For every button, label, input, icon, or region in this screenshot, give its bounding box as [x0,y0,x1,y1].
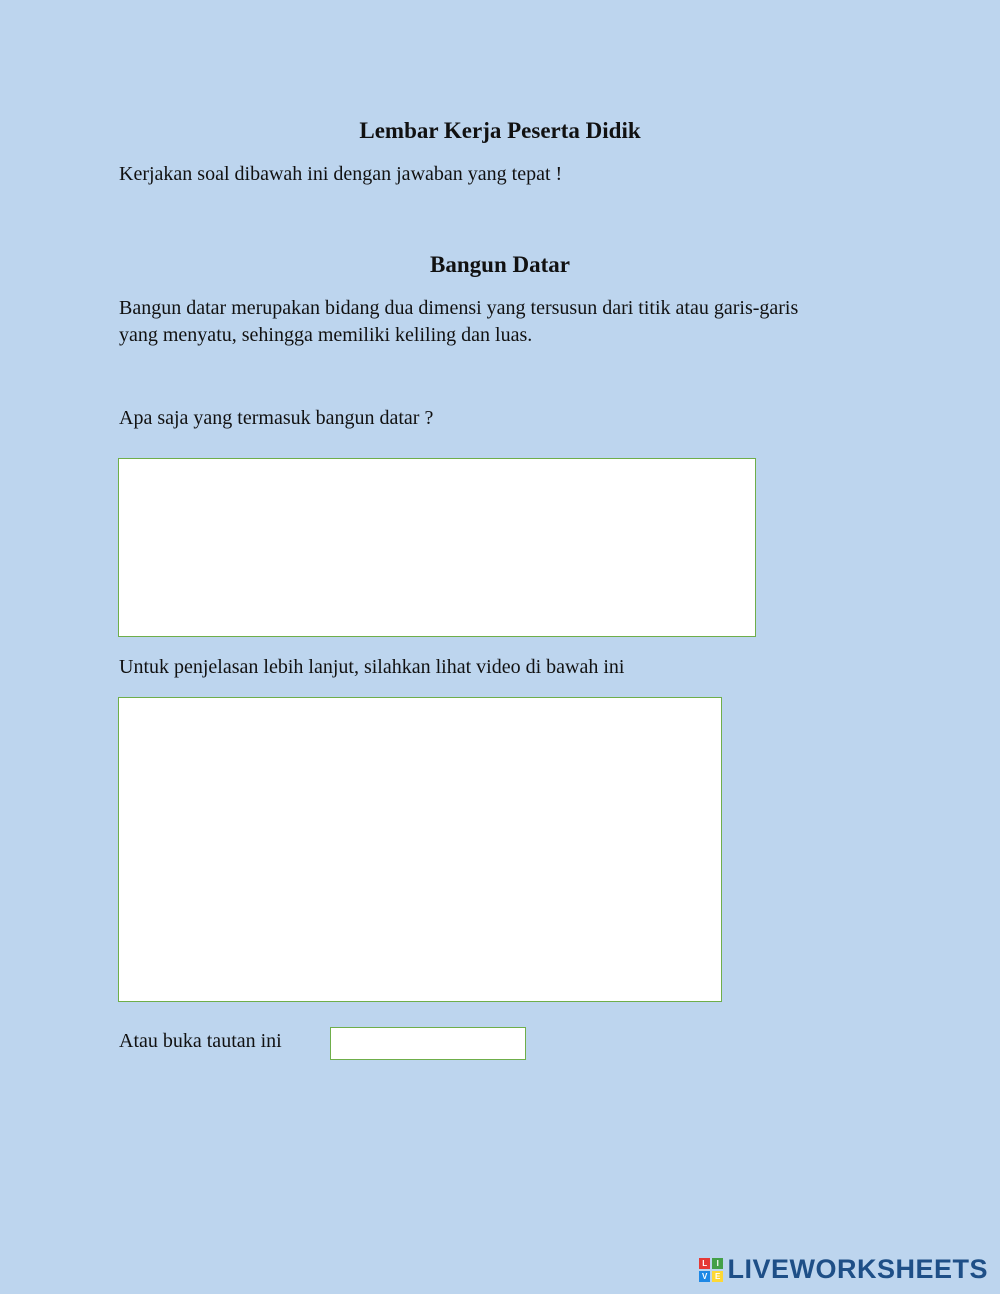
link-prompt-text: Atau buka tautan ini [119,1030,282,1052]
logo-mark-v: V [699,1271,710,1282]
video-embed[interactable] [118,697,722,1002]
logo-mark-e: E [712,1271,723,1282]
link-box[interactable] [330,1027,526,1060]
logo-mark-i: I [712,1258,723,1269]
definition-line-2: yang menyatu, sehingga memiliki keliling dan luas. [119,324,533,346]
question-text: Apa saja yang termasuk bangun datar ? [119,407,434,429]
definition-line-1: Bangun datar merupakan bidang dua dimensi yang tersusun dari titik atau garis-garis [119,297,799,319]
section-title: Bangun Datar [430,252,570,277]
video-prompt-text: Untuk penjelasan lebih lanjut, silahkan lihat video di bawah ini [119,656,625,678]
answer-textbox[interactable] [118,458,756,637]
logo-mark-icon [699,1258,723,1282]
logo-mark-l: L [699,1258,710,1269]
page-title: Lembar Kerja Peserta Didik [359,118,641,143]
logo-text: LIVEWORKSHEETS [727,1254,988,1284]
liveworksheets-logo [699,1254,988,1285]
instruction-text: Kerjakan soal dibawah ini dengan jawaban yang tepat ! [119,163,563,185]
